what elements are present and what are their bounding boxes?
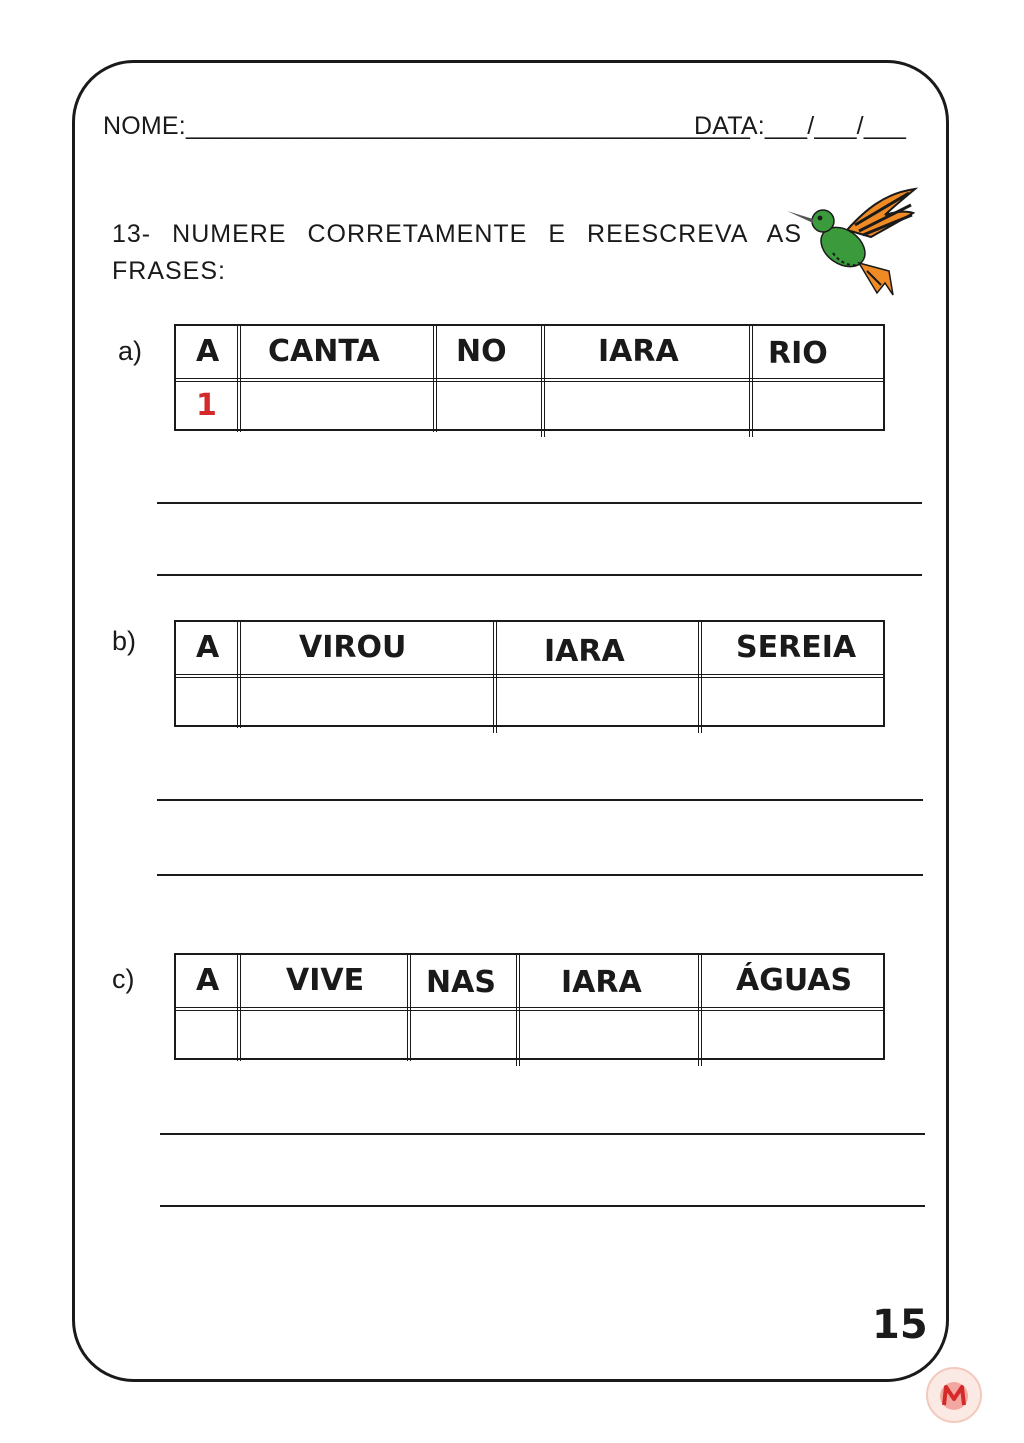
word-cell: SEREIA	[736, 630, 857, 665]
exercise-c-label: c)	[112, 964, 135, 994]
word-cell: A	[196, 963, 220, 998]
word-cell: A	[196, 334, 220, 369]
column-divider	[237, 621, 241, 728]
answer-line[interactable]	[160, 1133, 925, 1135]
answer-line[interactable]	[157, 502, 922, 504]
column-divider	[698, 954, 702, 1066]
hummingbird-icon	[785, 185, 920, 300]
exercise-b-label: b)	[112, 626, 137, 656]
exercise-c-table	[174, 953, 885, 1060]
word-cell: IARA	[598, 334, 679, 369]
column-divider	[493, 621, 497, 733]
column-divider	[516, 954, 520, 1066]
nome-field[interactable]: NOME:________________________________________	[103, 112, 751, 140]
column-divider	[433, 325, 437, 432]
column-divider	[237, 325, 241, 432]
exercise-a-table	[174, 324, 885, 431]
number-cell[interactable]: 1	[196, 388, 217, 423]
column-divider	[749, 325, 753, 437]
word-cell: RIO	[768, 336, 828, 371]
word-cell: IARA	[544, 634, 625, 669]
column-divider	[237, 954, 241, 1061]
exercise-a-label: a)	[118, 336, 143, 366]
data-field[interactable]: DATA:___/___/___	[694, 112, 907, 140]
column-divider	[698, 621, 702, 733]
answer-line[interactable]	[157, 799, 923, 801]
word-cell: VIROU	[299, 630, 407, 665]
word-cell: CANTA	[268, 334, 380, 369]
word-cell: ÁGUAS	[736, 963, 853, 998]
word-cell: IARA	[561, 965, 642, 1000]
word-cell: NAS	[426, 965, 496, 1000]
word-cell: VIVE	[286, 963, 365, 998]
page-number: 15	[872, 1302, 928, 1348]
instruction-text: 13- NUMERE CORRETAMENTE E REESCREVA AS FRASES:	[112, 220, 802, 285]
word-cell: A	[196, 630, 220, 665]
answer-line[interactable]	[157, 574, 922, 576]
column-divider	[541, 325, 545, 437]
exercise-b-table	[174, 620, 885, 727]
brand-logo-icon	[924, 1365, 984, 1425]
word-cell: NO	[456, 334, 507, 369]
answer-line[interactable]	[160, 1205, 925, 1207]
answer-line[interactable]	[157, 874, 923, 876]
column-divider	[407, 954, 411, 1061]
